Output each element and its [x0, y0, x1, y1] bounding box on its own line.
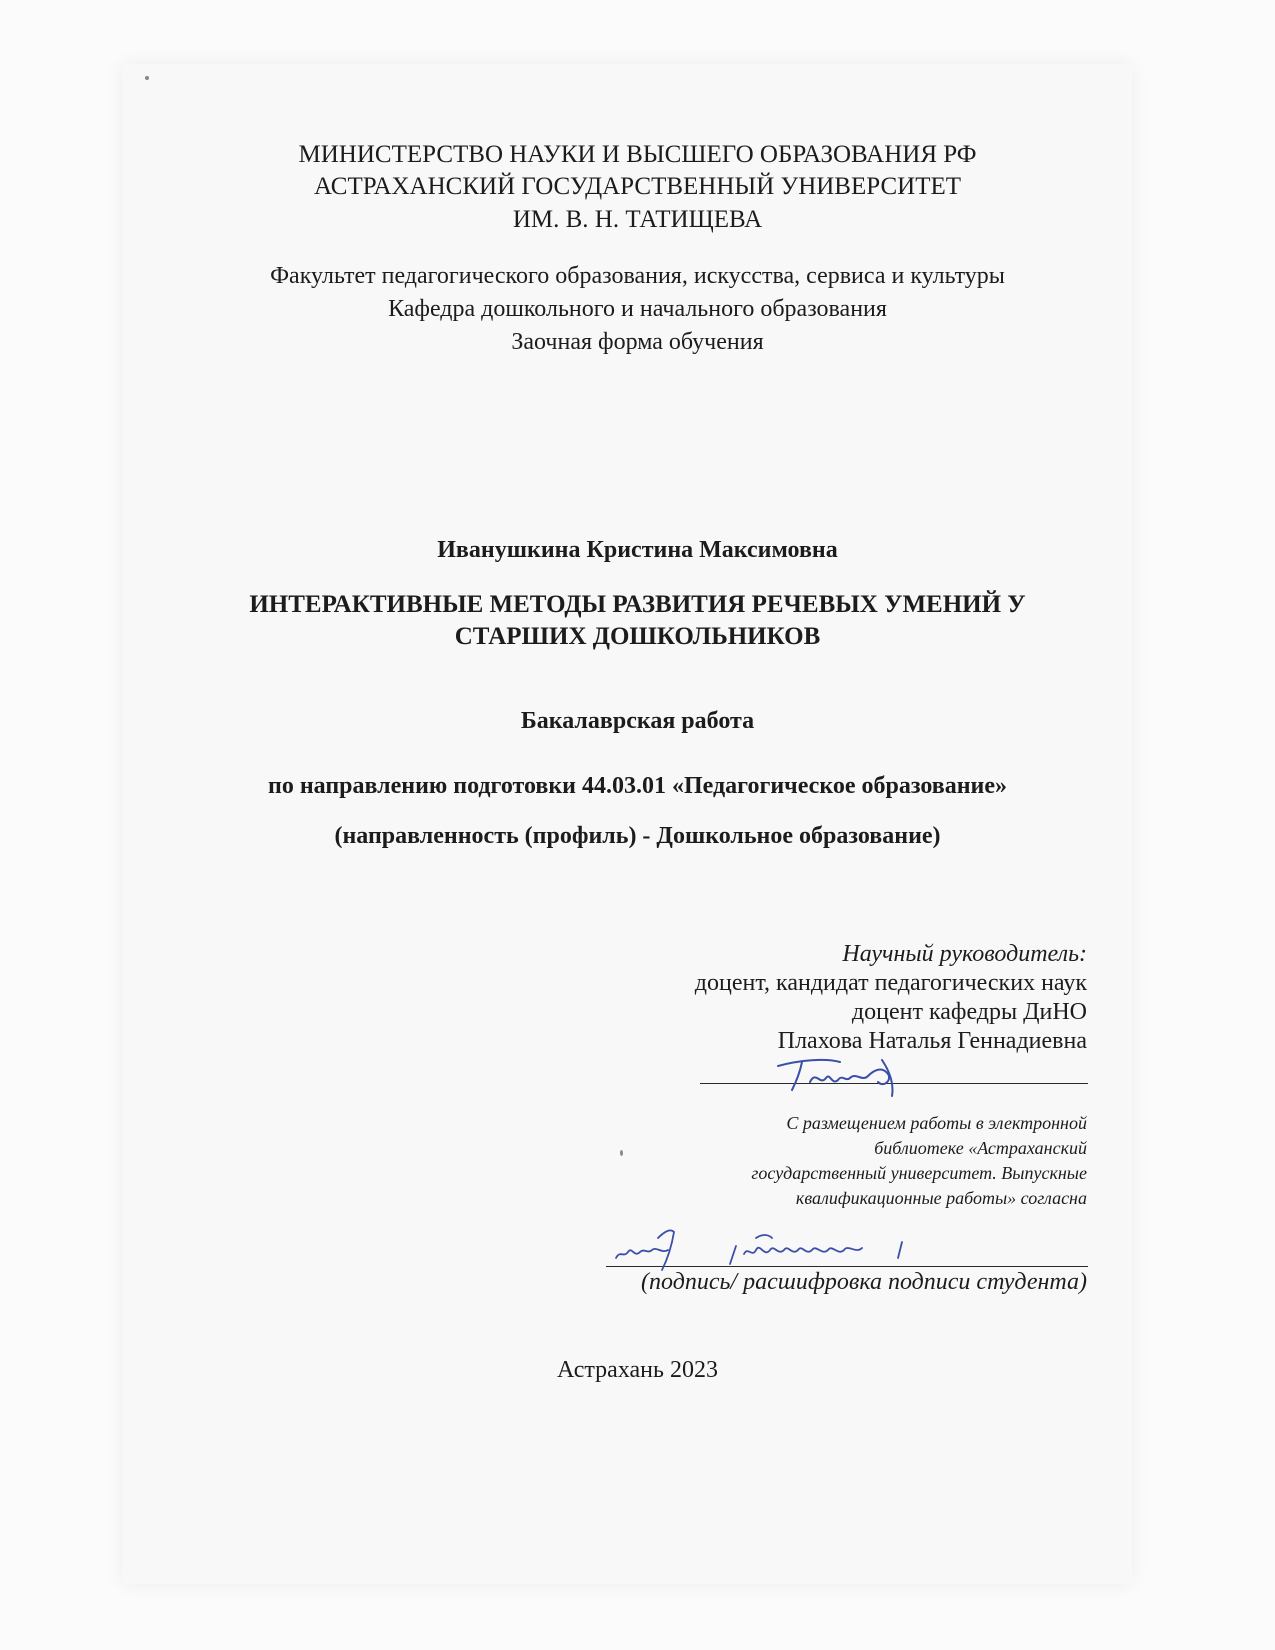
- paper-speck: [145, 76, 149, 80]
- study-form: Заочная форма обучения: [511, 329, 764, 355]
- university-named-after: ИМ. В. Н. ТАТИЩЕВА: [512, 206, 763, 233]
- study-direction: по направлению подготовки 44.03.01 «Педагогическое образование»: [267, 773, 1008, 799]
- city-year: Астрахань 2023: [557, 1357, 718, 1383]
- consent-line3: государственный университет. Выпускные: [751, 1163, 1087, 1183]
- supervisor-name: Плахова Наталья Геннадиевна: [777, 1028, 1087, 1054]
- paper-speck: [620, 1150, 623, 1156]
- signature-caption: (подпись/ расшифровка подписи студента): [641, 1269, 1087, 1295]
- supervisor-signature-icon: [770, 1052, 920, 1100]
- study-profile: (направленность (профиль) - Дошкольное образование): [334, 823, 941, 849]
- consent-line1: С размещением работы в электронной: [786, 1113, 1087, 1133]
- department-name: Кафедра дошкольного и начального образования: [388, 296, 887, 322]
- supervisor-heading: Научный руководитель:: [842, 941, 1087, 967]
- consent-line4: квалификационные работы» согласна: [795, 1188, 1087, 1208]
- consent-line2: библиотеке «Астраханский: [874, 1138, 1087, 1158]
- thesis-title-line2: СТАРШИХ ДОШКОЛЬНИКОВ: [454, 623, 821, 650]
- supervisor-degree: доцент, кандидат педагогических наук: [694, 970, 1087, 996]
- faculty-name: Факультет педагогического образования, искусства, сервиса и культуры: [270, 263, 1005, 289]
- thesis-title-line1: ИНТЕРАКТИВНЫЕ МЕТОДЫ РАЗВИТИЯ РЕЧЕВЫХ УМЕНИЙ У: [249, 591, 1026, 618]
- work-type: Бакалаврская работа: [520, 708, 755, 734]
- author-name: Иванушкина Кристина Максимовна: [437, 537, 838, 563]
- university-heading: АСТРАХАНСКИЙ ГОСУДАРСТВЕННЫЙ УНИВЕРСИТЕТ: [313, 173, 962, 200]
- ministry-heading: МИНИСТЕРСТВО НАУКИ И ВЫСШЕГО ОБРАЗОВАНИЯ РФ: [298, 141, 977, 168]
- supervisor-position: доцент кафедры ДиНО: [851, 999, 1087, 1025]
- student-signature-icon: [606, 1224, 936, 1272]
